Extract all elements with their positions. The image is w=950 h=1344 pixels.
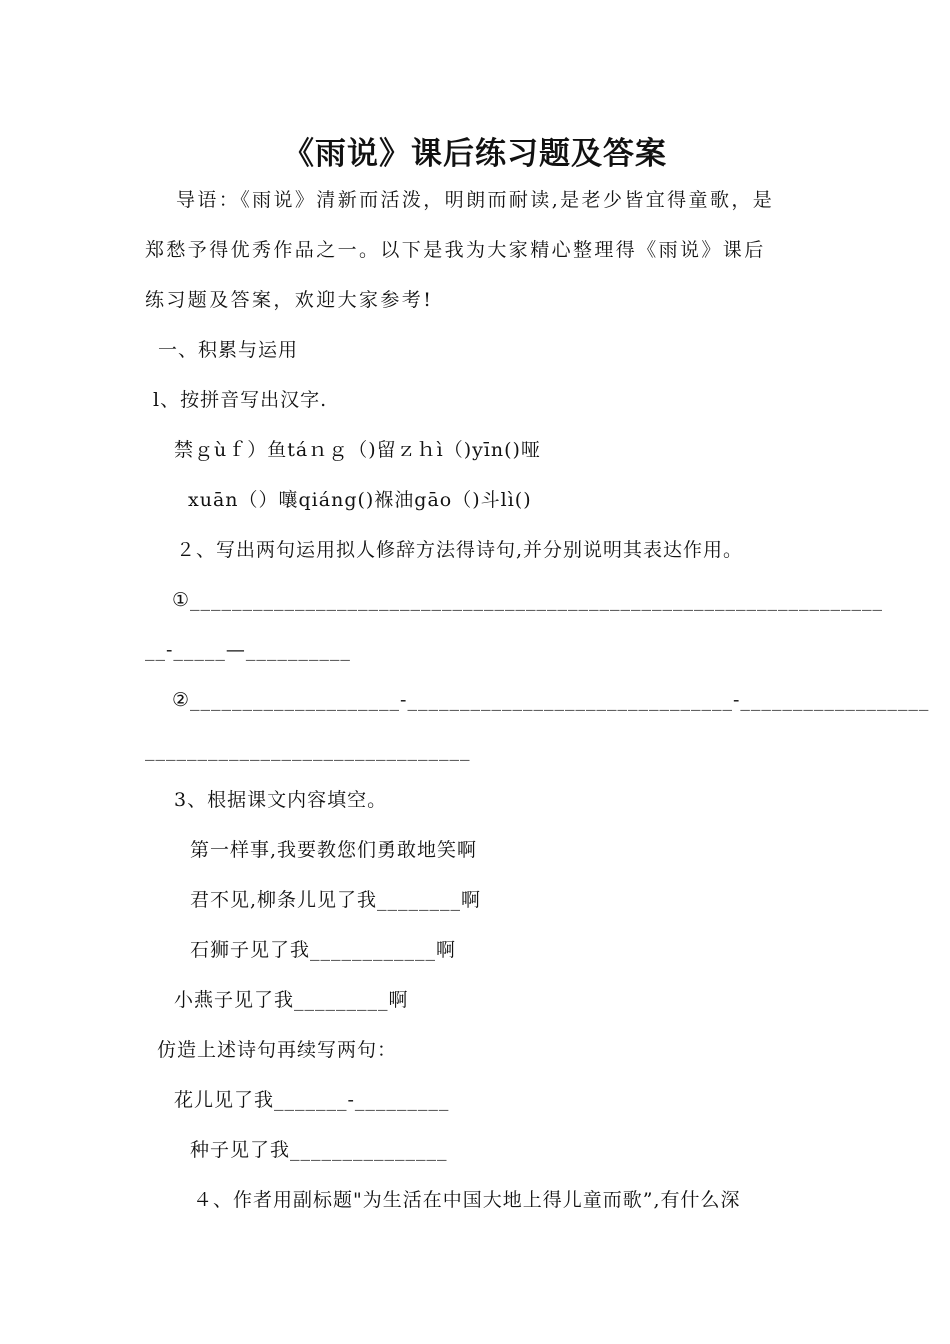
question-1-pinyin-row-1: 禁ｇùｆ）鱼táｎｇ（)留ｚｈì（)yīn()哑 <box>174 439 541 461</box>
question-3-heading: 3、根据课文内容填空。 <box>174 789 388 811</box>
intro-line-1: 导语：《雨说》清新而活泼，明朗而耐读,是老少皆宜得童歌，是 <box>176 189 775 211</box>
question-2-answer-1-line-1: ①__________________________________________________________________ <box>172 589 884 611</box>
intro-line-3: 练习题及答案，欢迎大家参考! <box>145 289 434 311</box>
question-2-answer-2-line-2: _______________________________ <box>145 739 471 761</box>
question-3-line-2: 君不见,柳条儿见了我________啊 <box>190 889 482 911</box>
question-4-heading: ４、作者用副标题"为生活在中国大地上得儿童而歌”,有什么深 <box>193 1189 741 1211</box>
question-1-pinyin-row-2: xuān（）嚷qiáng()褓油gāo（)斗lì() <box>188 489 532 511</box>
section-heading-1: 一、积累与运用 <box>158 339 299 361</box>
question-3-line-4: 小燕子见了我_________啊 <box>174 989 409 1011</box>
question-3-line-3: 石狮子见了我____________啊 <box>190 939 457 961</box>
question-1-heading: l、按拼音写出汉字. <box>153 389 328 411</box>
question-3-line-1: 第一样事,我要教您们勇敢地笑啊 <box>190 839 478 861</box>
question-2-heading: ２、写出两句运用拟人修辞方法得诗句,并分别说明其表达作用。 <box>176 539 744 561</box>
intro-line-2: 郑愁予得优秀作品之一。以下是我为大家精心整理得《雨说》课后 <box>145 239 766 261</box>
question-3-imitation-prompt: 仿造上述诗句再续写两句： <box>157 1039 398 1061</box>
question-3-line-6: 花儿见了我_______-_________ <box>174 1089 450 1111</box>
question-3-line-7: 种子见了我_______________ <box>190 1139 448 1161</box>
question-2-answer-2-line-1: ②____________________-_______________________________-__________________ <box>172 689 930 711</box>
question-2-answer-1-line-2: __-_____—__________ <box>145 639 351 661</box>
page-title: 《雨说》课后练习题及答案 <box>283 136 667 172</box>
